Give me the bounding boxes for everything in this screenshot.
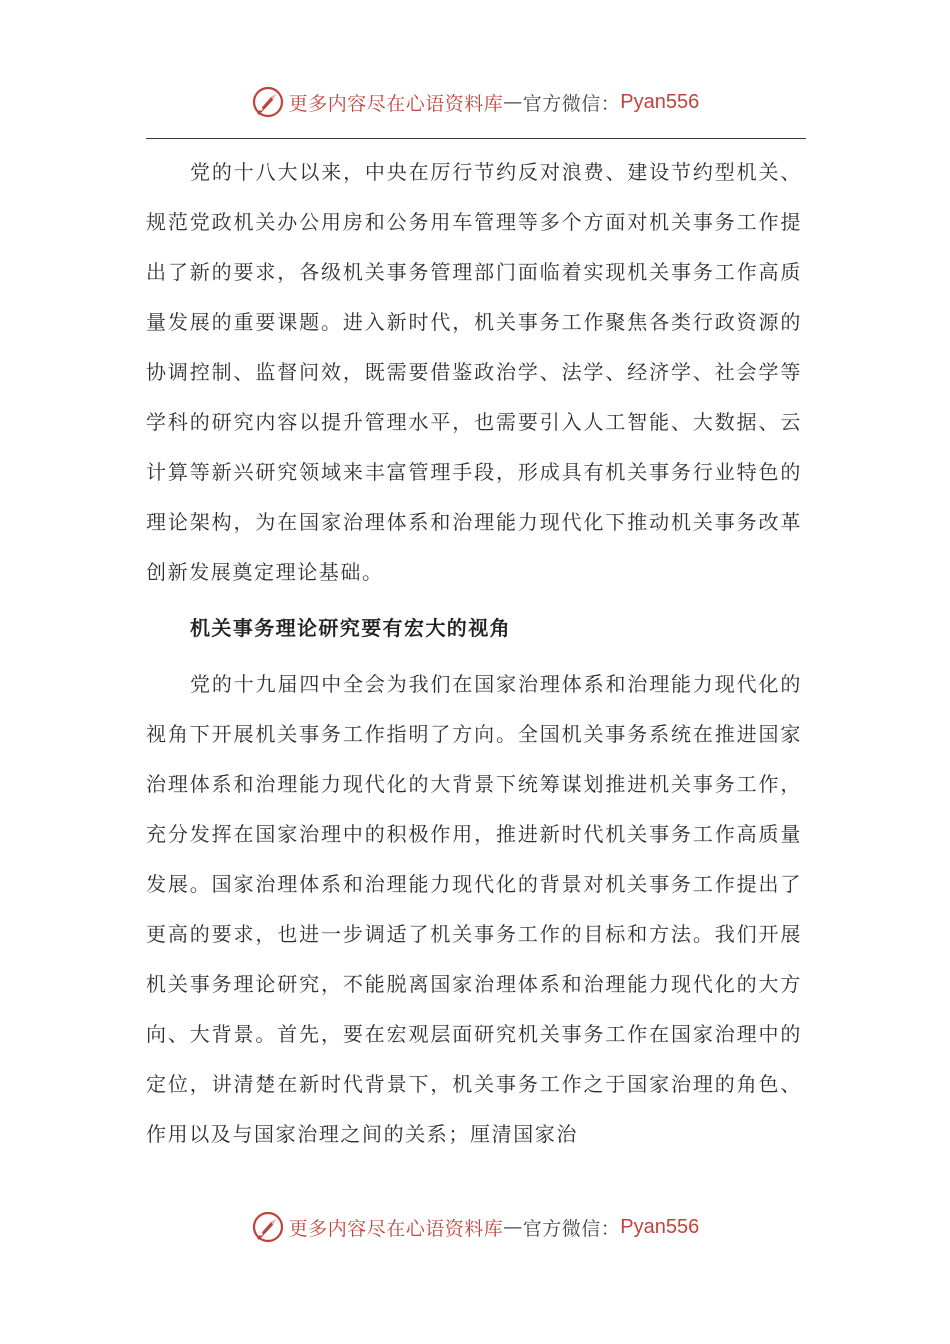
banner-wechat-id: Pyan556 <box>620 90 700 113</box>
pen-nib-logo-icon <box>251 85 285 119</box>
footer-wechat-id: Pyan556 <box>620 1215 700 1238</box>
footer-banner <box>0 1207 950 1247</box>
footer-brand-text: 更多内容尽在心语资料库 <box>288 1217 504 1240</box>
article-body <box>146 147 802 1159</box>
header-divider <box>146 138 806 139</box>
paragraph-1: 党的十八大以来，中央在厉行节约反对浪费、建设节约型机关、规范党政机关办公用房和公务用车管理等多个方面对机关事务工作提出了新的要求，各级机关事务管理部门面临着实现机关事务工作高质量发展的重要课题。进入新时代，机关事务工作聚焦各类行政资源的协调控制、监督问效，既需要借鉴政治学、法学、经济学、社会学等学科的研究内容以提升管理水平，也需要引入人工智能、大数据、云计算等新兴研究领域来丰富管理手段，形成具有机关事务行业特色的理论架构，为在国家治理体系和治理能力现代化下推动机关事务改革创新发展奠定理论基础。 <box>146 160 802 584</box>
banner-wechat-label: 官方微信： <box>522 92 621 115</box>
header-banner <box>0 82 950 122</box>
section-heading: 机关事务理论研究要有宏大的视角 <box>190 616 511 640</box>
paragraph-2: 党的十九届四中全会为我们在国家治理体系和治理能力现代化的视角下开展机关事务工作指明了方向。全国机关事务系统在推进国家治理体系和治理能力现代化的大背景下统筹谋划推进机关事务工作，充分发挥在国家治理中的积极作用，推进新时代机关事务工作高质量发展。国家治理体系和治理能力现代化的背景对机关事务工作提出了更高的要求，也进一步调适了机关事务工作的目标和方法。我们开展机关事务理论研究，不能脱离国家治理体系和治理能力现代化的大方向、大背景。首先，要在宏观层面研究机关事务工作在国家治理中的定位，讲清楚在新时代背景下，机关事务工作之于国家治理的角色、作用以及与国家治理之间的关系；厘清国家治 <box>146 672 802 1146</box>
banner-dash: — <box>503 91 523 113</box>
footer-dash: — <box>503 1216 523 1238</box>
banner-brand-text: 更多内容尽在心语资料库 <box>288 92 504 115</box>
pen-nib-logo-icon <box>251 1210 285 1244</box>
footer-wechat-label: 官方微信： <box>522 1217 621 1240</box>
